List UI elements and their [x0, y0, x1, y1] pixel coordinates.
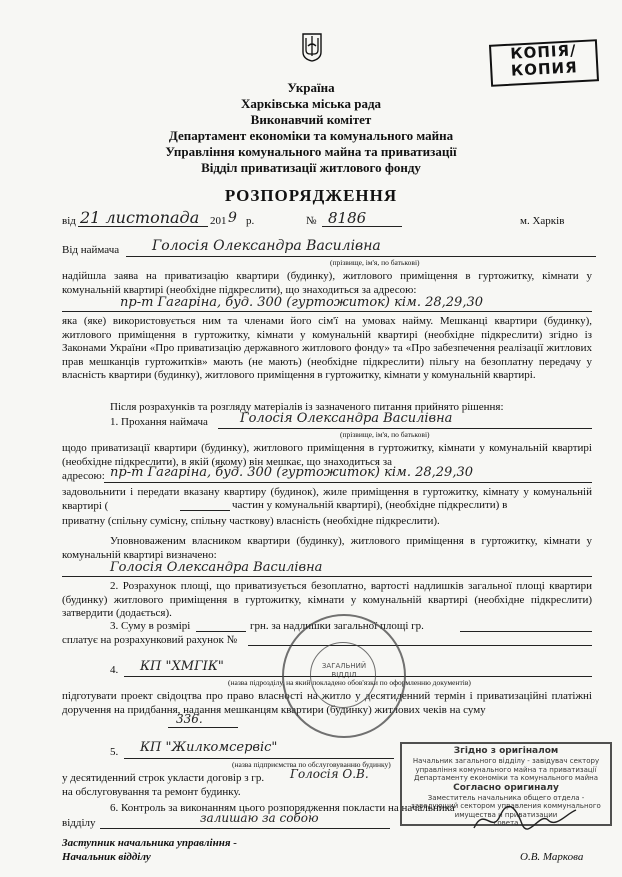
- year-suffix: р.: [246, 215, 255, 227]
- item1-text2b: частин у комунальній квартирі), (необхідне підкреслити) в: [232, 499, 508, 511]
- number-handwritten: 8186: [328, 209, 367, 227]
- address-handwritten: пр-т Гагаріна, буд. 300 (гуртожиток) кім. 28,29,30: [120, 295, 483, 310]
- year-handwritten: 9: [228, 210, 237, 226]
- item1-address-underline: [104, 482, 592, 483]
- header-department: Департамент економіки та комунального майна: [168, 128, 454, 143]
- number-underline: [322, 226, 402, 227]
- cert-stamp-line4: Заместитель начальника общего отдела - заведующий сектором управления коммунального имущества и приватизации: [411, 793, 601, 819]
- date-handwritten: 21 листопада: [80, 208, 200, 227]
- round-seal: [282, 614, 406, 738]
- item1-name-underline: [218, 428, 592, 429]
- cert-stamp-line1: Згідно з оригіналом: [453, 746, 559, 756]
- applicant-label: Від наймача: [62, 244, 120, 256]
- item2-text: 2. Розрахунок площі, що приватизується безоплатно, вартості надлишків загальної площі квартири (будинку) житлового приміщення в гуртожитку, кімнати у комунальній квартирі (необхідне підкреслити) затвердити (додається).: [62, 580, 592, 619]
- item3-text1: 3. Суму в розмірі: [110, 620, 191, 632]
- number-sign: №: [306, 215, 317, 227]
- item1-name-handwritten: Голосія Олександра Василівна: [240, 411, 453, 426]
- item4-handwritten: КП "ХМГІК": [140, 659, 224, 674]
- year-prefix: 201: [210, 215, 227, 227]
- applicant-underline: [126, 256, 596, 257]
- handwritten-signature-icon: [470, 800, 580, 840]
- header-administration: Управління комунального майна та приватизації: [165, 144, 457, 159]
- cert-stamp-line3: Согласно оригиналу: [453, 782, 559, 793]
- signature-name: О.В. Маркова: [520, 851, 584, 863]
- item4-sum-handwritten: 336.: [176, 712, 203, 726]
- copy-stamp-line2: КОПИЯ: [510, 58, 579, 80]
- item5-handwritten: КП "Жилкомсервіс": [140, 740, 278, 755]
- paragraph-application: надійшла заява на приватизацію квартири (будинку), житлового приміщення в гуртожитку, кімнати у комунальній квартирі (необхідне підкреслити), що знаходиться за адресою:: [62, 270, 592, 296]
- address-underline: [62, 311, 592, 312]
- item1-text1: щодо приватизації квартири (будинку), житлового приміщення в гуртожитку, кімнати у комунальній квартирі (необхідне підкреслити), в якій (якому) він мешкає, що знаходиться за: [62, 442, 592, 468]
- date-underline: [78, 226, 208, 227]
- item5-number: 5.: [110, 746, 119, 758]
- item1-owner-handwritten: Голосія Олександра Василівна: [110, 560, 323, 575]
- applicant-caption: (прізвище, ім'я, по батькові): [330, 258, 420, 267]
- item1-address-handwritten: пр-т Гагаріна, буд. 300 (гуртожиток) кім. 28,29,30: [110, 465, 473, 480]
- item3-sum-underline: [196, 631, 246, 632]
- item6-text: 6. Контроль за виконанням цього розпорядження покласти на начальника: [110, 802, 455, 814]
- item3-name-underline: [460, 631, 592, 632]
- header-committee: Виконавчий комітет: [250, 112, 372, 127]
- item1-text4: Уповноваженим власником квартири (будинку), житлового приміщення в гуртожитку, кімнати у комунальній квартирі визначено:: [62, 535, 592, 561]
- item1-text3: приватну (спільну сумісну, спільну часткову) власність (необхідне підкреслити).: [62, 515, 440, 527]
- item4-text: підготувати проект свідоцтва про право власності на житло у десятиденний термін і приватизаційні платіжні доручення на придбання, надання мешканцям квартири (будинку) житлових чеків на суму: [62, 690, 592, 716]
- item5-caption: (назва підприємства по обслуговуванню будинку): [232, 760, 391, 769]
- item5-name-handwritten: Голосія О.В.: [290, 767, 369, 781]
- item1-label: 1. Прохання наймача: [110, 416, 208, 428]
- item1-address-label: адресою:: [62, 470, 105, 482]
- item1-text2: задовольнити і передати вказану квартиру (будинок), жиле приміщення в гуртожитку, кімнату у комунальній квартирі (: [62, 486, 592, 512]
- item4-number: 4.: [110, 664, 119, 676]
- item4-sum-underline: [168, 727, 238, 728]
- document-title: РОЗПОРЯДЖЕННЯ: [224, 186, 398, 205]
- header-division: Відділ приватизації житлового фонду: [201, 160, 421, 175]
- item5-text2: на обслуговування та ремонт будинку.: [62, 786, 241, 798]
- item3-text2: грн. за надлишки загальної площі гр.: [250, 620, 424, 632]
- applicant-name-handwritten: Голосія Олександра Василівна: [152, 238, 381, 254]
- item6-handwritten: залишаю за собою: [200, 811, 319, 825]
- cert-stamp-line5: совета: [493, 819, 519, 827]
- copy-stamp-line1: КОПІЯ/: [509, 41, 577, 63]
- paragraph-decision: Після розрахунків та розгляду матеріалів із зазначеного питання прийнято рішення:: [110, 401, 504, 413]
- header-country: Україна: [287, 80, 335, 95]
- coat-of-arms-icon: [302, 32, 322, 62]
- item6-text2: відділу: [62, 817, 96, 829]
- item5-text1: у десятиденний строк укласти договір з гр.: [62, 772, 265, 784]
- cert-stamp-line2: Начальник загального відділу - завідувач сектору управління комунального майна та приватизації Департаменту економіки та комунального майна: [412, 757, 600, 782]
- item3-text3: сплатує на розрахунковий рахунок №: [62, 634, 238, 646]
- signature-role1: Заступник начальника управління -: [62, 837, 237, 849]
- round-seal-text: ЗАГАЛЬНИЙ ВІДДІЛ: [321, 662, 367, 679]
- item1-parts-underline: [180, 510, 230, 511]
- paragraph-tenancy: яка (яке) використовується ним та членами його сім'ї на умовах найму. Мешканці квартири (будинку), житлового приміщення в гуртожитку, кімнати у комунальній квартирі (необхідне підкреслити) згідно із Законами України «Про приватизацію державного житлового фонду» та «Про забезпечення реалізації житлових прав мешканців гуртожитків» мають (не мають) (необхідне підкреслити) пільгу на безоплатну передачу у власність квартири (будинку), житлового приміщення в гуртожитку, кімнати у комунальній квартирі.: [62, 315, 592, 381]
- header-council: Харківська міська рада: [240, 96, 382, 111]
- item5-underline: [124, 758, 394, 759]
- signature-role2: Начальник відділу: [62, 851, 151, 863]
- item4-caption: (назва підрозділу, на який покладено обов'язки по оформленню документів): [228, 678, 471, 687]
- date-label: від: [62, 215, 76, 227]
- item6-underline: [100, 828, 390, 829]
- city: м. Харків: [520, 215, 565, 227]
- item1-owner-underline: [62, 576, 592, 577]
- item1-caption: (прізвище, ім'я, по батькові): [340, 430, 430, 439]
